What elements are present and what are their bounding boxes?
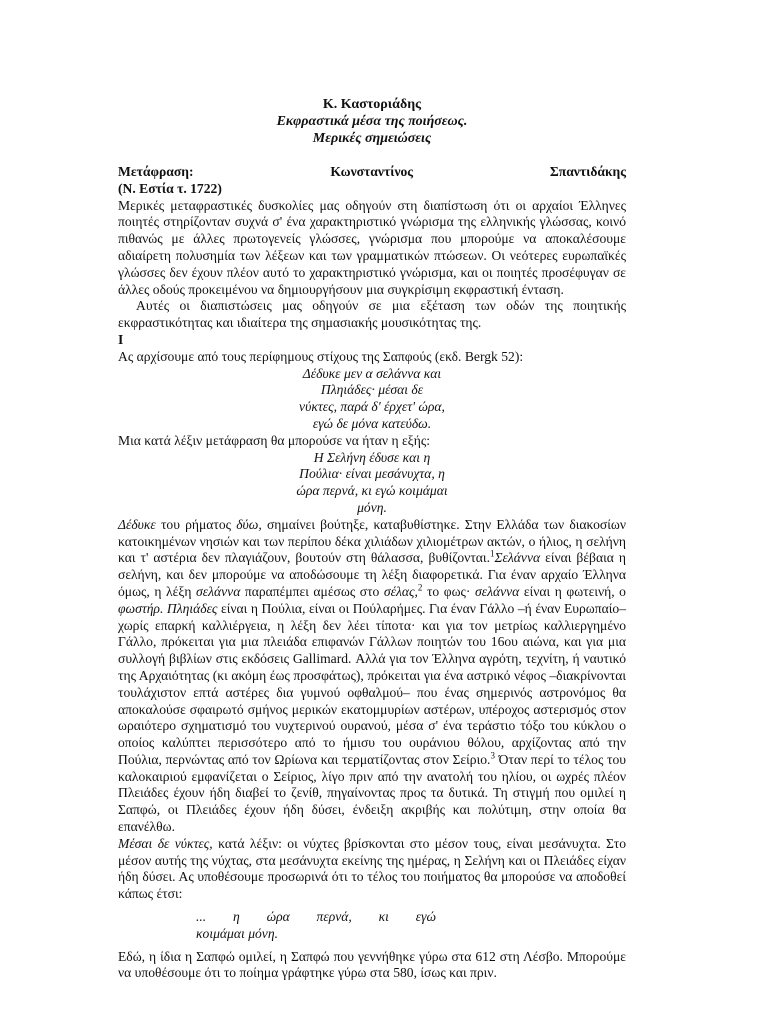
poem-greek [118,366,626,433]
text-span: είναι η φωτεινή, ο [519,583,626,599]
poem-greek-line: νύκτες, παρά δ' έρχετ' ώρα, [299,399,445,415]
document-title: Εκφραστικά μέσα της ποιήσεως. [276,114,468,129]
quote-word: περνά, [316,909,352,925]
text-span: σημαίνει βούτηξε, καταβυθίστηκε. Στην Ελλάδα των διακοσίων κατοικημένων νησιών και των περίπου δέκα χιλιάδων χιλιομέτρων ακτών, ο ήλιος, η σελήνη και τ' αστέρια δεν πλαγιάζουν, βουτούν στη θάλασσα, βυθίζονται. [118,516,626,566]
footnote-ref-1[interactable]: 1 [489,548,495,559]
term-selanna-3: σελάννα [475,583,520,599]
section-heading: Ι [118,331,124,347]
term-selas: σέλας, [383,583,418,599]
quote-word: εγώ [415,909,436,925]
translator-first-name: Κωνσταντίνος [330,164,414,179]
document-page [118,96,626,982]
poem-translation-line: Η Σελήνη έδυσε και η [313,449,431,465]
translation-source: (Ν. Εστία τ. 1722) [118,180,222,196]
author-name: Κ. Καστοριάδης [322,97,422,112]
paragraph-dedyke [118,517,626,836]
text-span: είναι βέβαια η σελήνη, και δεν μπορούμε να αποδώσουμε τη λέξη διαφορετικά. Για έναν αρχαίο Έλληνα όμως, η λέξη [118,550,626,599]
text-span: Όταν περί το τέλος του καλοκαιριού εμφανίζεται ο Σείριος, λίγο πριν από την ανατολή του ηλίου, οι ωχρές πλέον Πλειάδες έχουν ήδη διαβεί το ζενίθ, πηγαίνοντας προς τα δυτικά. Τη στιγμή που ομιλεί η Σαπφώ, οι Πλειάδες έχουν ήδη δύσει, ένδειξη ακριβής και πολύτιμη, στην οποία θα επανέλθω. [118,751,626,835]
term-mesai-nyktes: Μέσαι δε νύκτες, [118,835,213,851]
text-span: το φως· [422,583,476,599]
poem-greek-line: Πληιάδες· μέσαι δε [320,382,424,398]
term-selanna-2: σελάννα [196,583,241,599]
poem-greek-line: εγώ δε μόνα κατεύδω. [312,415,432,431]
paragraph-observations: Αυτές οι διαπιστώσεις μας οδηγούν σε μια εξέταση των οδών της ποιητικής εκφραστικότητας και ιδιαίτερα της σημασιακής μουσικότητας της. [118,298,626,331]
poem-translation-line: ώρα περνά, κι εγώ κοιμάμαι [296,483,448,499]
poem-translation-line: Πούλια· είναι μεσάνυχτα, η [299,466,445,482]
quote-word: η [233,909,240,925]
text-span: παραπέμπει αμέσως στο [240,583,384,599]
quote-word: ... [196,909,207,925]
term-selanna: Σελάννα [494,550,541,566]
translator-line [118,164,626,181]
poem-greek-line: Δέδυκε μεν α σελάννα και [302,365,442,381]
paragraph-intro: Μερικές μεταφραστικές δυσκολίες μας οδηγούν στη διαπίστωση ότι οι αρχαίοι Έλληνες ποιητές στηρίζονταν συχνά σ' ένα χαρακτηριστικό γνώρισμα της ελληνικής γλώσσας, κοινό πιθανώς με άλλες πρωτογενείς γλώσσες, γνώρισμα που μπορούμε να αποκαλέσουμε αδιαίρετη πολυσημία των λέξεων και των γραμματικών πτώσεων. Οι νεότερες ευρωπαϊκές γλώσσες δεν έχουν πλέον αυτό το χαρακτηριστικό γνώρισμα, και οι ποιητές προσέφυγαν σε άλλες οδούς προκειμένου να δημιουργήσουν μια συγκρίσιμη εκφραστική ένταση. [118,197,626,297]
quote-line-2: κοιμάμαι μόνη. [196,925,278,941]
poem-translation [118,450,626,517]
text-span: του ρήματος [155,516,237,532]
paragraph-sappho-speaks: Εδώ, η ίδια η Σαπφώ ομιλεί, η Σαπφώ που γεννήθηκε γύρω στα 612 στη Λέσβο. Μπορούμε να υποθέσουμε ότι το ποίημα γράφτηκε γύρω στα 580, ίσως και πριν. [118,948,626,981]
quote-word: κι [378,909,389,925]
term-dedyke: Δέδυκε [118,516,156,532]
quote-word: ώρα [266,909,290,925]
term-dyo: δύω, [236,516,262,532]
paragraph-mesai [118,836,626,903]
translator-last-name: Σπαντιδάκης [549,164,626,179]
text-span: κατά λέξιν: οι νύχτες βρίσκονται στο μέσον τους, είναι μεσάνυχτα. Στο μέσον αυτής της νύχτας, στα μεσάνυχτα εκείνης της ημέρας, η Σελήνη και οι Πλειάδες είχαν ήδη δύσει. Ας υποθέσουμε προσωρινά ότι το τέλος του ποιήματος θα μπορούσε να αποδοθεί κάπως έτσι: [118,835,626,902]
quote-block [196,909,436,943]
term-fostir: φωστήρ. Πληιάδες [118,600,218,616]
paragraph-sappho-intro: Ας αρχίσουμε από τους περίφημους στίχους της Σαπφούς (εκδ. Bergk 52): [118,348,524,364]
translation-label: Μετάφραση: [118,164,194,179]
quote-line [196,909,436,926]
footnote-ref-2[interactable]: 2 [417,582,423,593]
text-span: είναι η Πούλια, είναι οι Πούλαρήμες. Για έναν Γάλλο –ή έναν Ευρωπαίο– χωρίς επαρκή καλλιέργεια, η λέξη δεν λέει τίποτα· και για τον μετρίως καλλιεργημένο Γάλλο, πρόκειται για μια πλειάδα επιφανών Γάλλων ποιητών του 16ου αιώνα, και για μια συλλογή βιβλίων στις εκδόσεις Gallimard. Αλλά για τον Έλληνα αγρότη, τεχνίτη, ή ναυτικό της Αρχαιότητας (κι ακόμη έως προσφάτως), πρόκειται για ένα αστρικό νέφος –διακρίνονται τουλάχιστον επτά αστέρες δια γυμνού οφθαλμού– που ένας σημερινός αστρονόμος θα αποκαλούσε σφαιρωτό σμήνος μερικών εκατομμυρίων αστέρων, υπέροχος αστερισμός στον ωραιότερο σχηματισμό του νυχτερινού ουρανού, μέσα σ' ένα τεράστιο τόξο του κύκλου ο οποίος καλύπτει περισσότερο από το ήμισυ του ουράνιου θόλου, αρχίζοντας από την Πούλια, περνώντας από τον Ωρίωνα και τερματίζοντας στον Σείριο. [118,600,626,767]
paragraph-translation-intro: Μια κατά λέξιν μετάφραση θα μπορούσε να ήταν η εξής: [118,432,431,448]
footnote-ref-3[interactable]: 3 [490,750,495,761]
document-subtitle: Μερικές σημειώσεις [312,131,432,146]
poem-translation-line: μόνη. [357,499,387,515]
